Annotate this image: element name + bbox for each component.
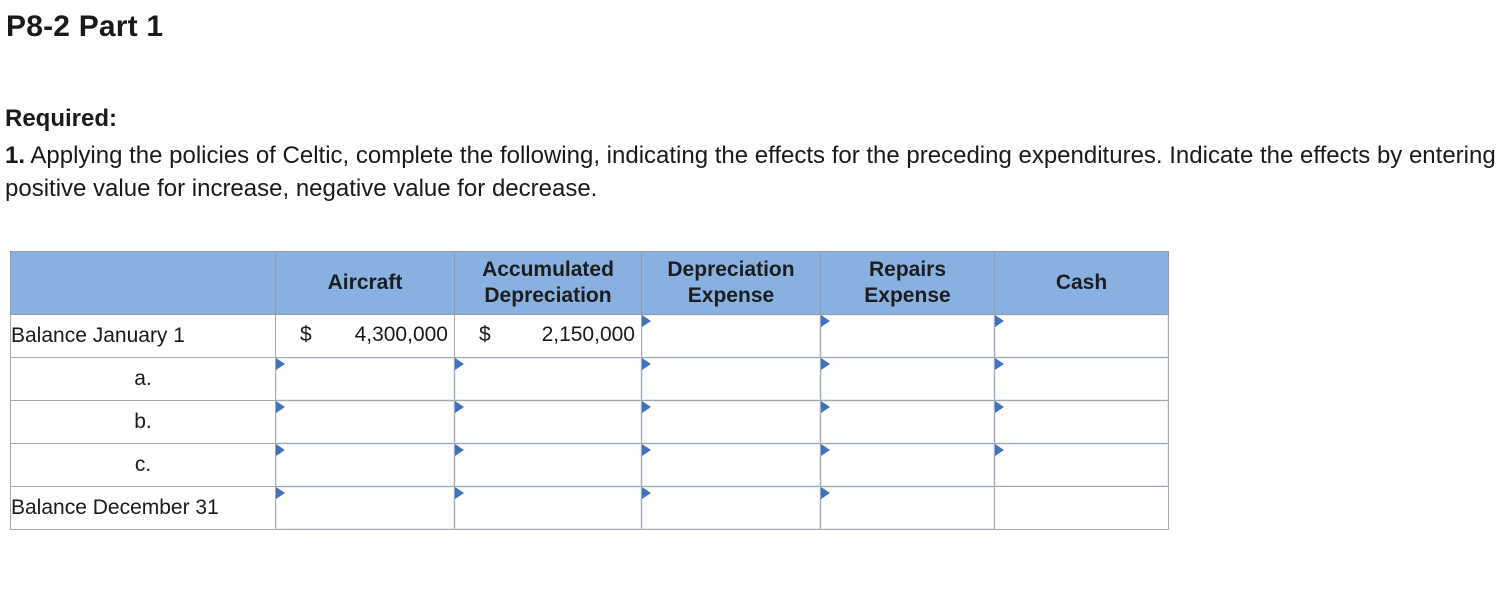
instructions bbox=[5, 139, 1505, 205]
header-depreciation-expense-line2: Expense bbox=[687, 284, 775, 307]
aircraft-input[interactable] bbox=[276, 401, 455, 444]
aircraft-input[interactable] bbox=[276, 444, 455, 487]
header-repairs-expense-line1: Repairs bbox=[868, 258, 947, 281]
currency-symbol: $ bbox=[300, 323, 312, 346]
depreciation-expense-input[interactable] bbox=[642, 401, 821, 444]
accumulated-depreciation-balance-value: 2,150,000 bbox=[541, 323, 635, 346]
header-depreciation-expense-line1: Depreciation bbox=[667, 258, 795, 281]
cash-input[interactable] bbox=[995, 315, 1169, 358]
accumulated-depreciation-balance-cell bbox=[455, 315, 642, 358]
required-heading: Required: bbox=[5, 105, 118, 132]
aircraft-balance-value: 4,300,000 bbox=[354, 323, 448, 346]
cash-input[interactable] bbox=[995, 444, 1169, 487]
depreciation-expense-total-input[interactable] bbox=[642, 487, 821, 530]
accumulated-depreciation-input[interactable] bbox=[455, 444, 642, 487]
repairs-expense-input[interactable] bbox=[821, 315, 995, 358]
row-a bbox=[11, 358, 1169, 401]
header-depreciation-expense bbox=[642, 252, 821, 315]
aircraft-input[interactable] bbox=[276, 358, 455, 401]
accumulated-depreciation-input[interactable] bbox=[455, 358, 642, 401]
repairs-expense-input[interactable] bbox=[821, 358, 995, 401]
page-title: P8-2 Part 1 bbox=[6, 10, 164, 43]
effects-table bbox=[10, 251, 1169, 530]
depreciation-expense-input[interactable] bbox=[642, 444, 821, 487]
row-b bbox=[11, 401, 1169, 444]
row-label: Balance December 31 bbox=[11, 487, 276, 530]
row-label: Balance January 1 bbox=[11, 315, 276, 358]
row-label: b. bbox=[11, 401, 276, 444]
header-aircraft: Aircraft bbox=[276, 252, 455, 315]
row-c bbox=[11, 444, 1169, 487]
header-repairs-expense bbox=[821, 252, 995, 315]
aircraft-balance-cell bbox=[276, 315, 455, 358]
header-row bbox=[11, 252, 1169, 315]
header-cash: Cash bbox=[995, 252, 1169, 315]
row-balance-january-1 bbox=[11, 315, 1169, 358]
currency-symbol: $ bbox=[479, 323, 491, 346]
depreciation-expense-input[interactable] bbox=[642, 315, 821, 358]
header-blank bbox=[11, 252, 276, 315]
cash-total-blank bbox=[995, 487, 1169, 530]
row-label: c. bbox=[11, 444, 276, 487]
header-accumulated-depreciation-line1: Accumulated bbox=[482, 258, 614, 281]
depreciation-expense-input[interactable] bbox=[642, 358, 821, 401]
cash-input[interactable] bbox=[995, 401, 1169, 444]
accumulated-depreciation-input[interactable] bbox=[455, 401, 642, 444]
repairs-expense-input[interactable] bbox=[821, 444, 995, 487]
repairs-expense-total-input[interactable] bbox=[821, 487, 995, 530]
aircraft-total-input[interactable] bbox=[276, 487, 455, 530]
instruction-text: Applying the policies of Celtic, complete the following, indicating the effects for the preceding expenditures. Indicate the effects by entering positive value for increase, negative value for decrease. bbox=[5, 142, 1496, 202]
header-accumulated-depreciation bbox=[455, 252, 642, 315]
row-label: a. bbox=[11, 358, 276, 401]
row-balance-december-31 bbox=[11, 487, 1169, 530]
header-repairs-expense-line2: Expense bbox=[864, 284, 951, 307]
accumulated-depreciation-total-input[interactable] bbox=[455, 487, 642, 530]
repairs-expense-input[interactable] bbox=[821, 401, 995, 444]
header-accumulated-depreciation-line2: Depreciation bbox=[484, 284, 612, 307]
cash-input[interactable] bbox=[995, 358, 1169, 401]
instruction-number: 1. bbox=[5, 142, 26, 169]
